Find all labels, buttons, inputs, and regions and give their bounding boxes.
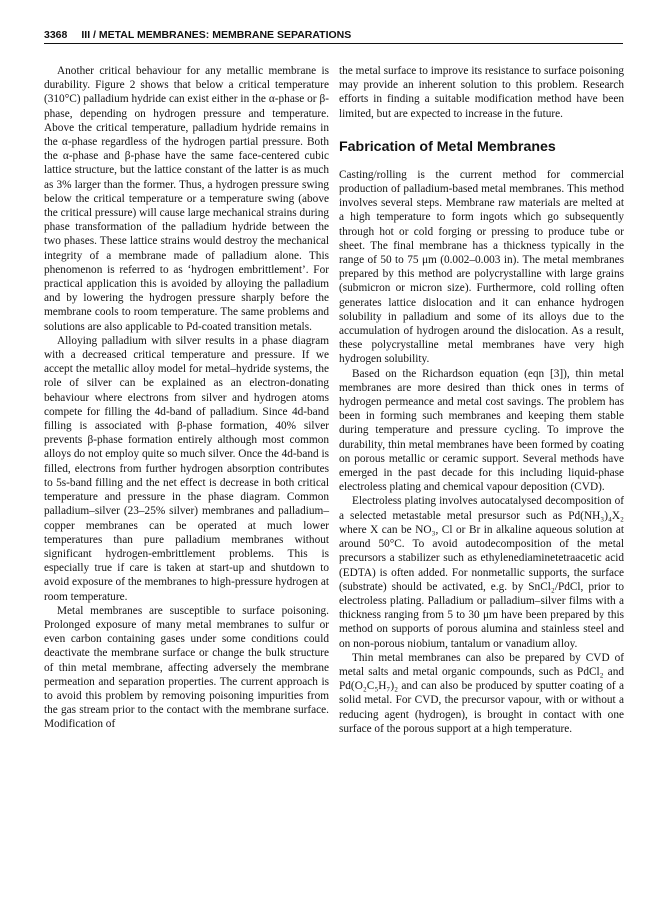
running-title: III / METAL MEMBRANES: MEMBRANE SEPARATIONS [81, 29, 352, 41]
paragraph-cvd: Thin metal membranes can also be prepared by CVD of metal salts and metal organic compounds, such as PdCl₂ and Pd(O₂C₅H₇)₂ and can also be produced by sputter coating of a solid metal. For CVD, the precursor vapour, with or without a reducing agent (hydrogen), is brought in contact with one surface of the porous support at a high temperature. [339, 651, 624, 735]
paragraph-poisoning: Metal membranes are susceptible to surface poisoning. Prolonged exposure of many metal membranes to sulfur or even carbon containing gases under some conditions could deactivate the membrane surface or change the bulk structure of thin metal membrane, affecting adversely the membrane permeation and separation properties. The current approach is to avoid this problem by removing poisoning impurities from the gas stream prior to the contact with the membrane surface. Modification of [44, 604, 329, 731]
paragraph-casting: Casting/rolling is the current method for commercial production of palladium-based metal membranes. This method involves several steps. Membrane raw materials are melted at a high temperature to form ingots which go subsequently through hot or cold forging or pressing to produce tube or sheet. The final membrane has a thickness typically in the range of 50 to 75 μm (0.002–0.003 in). The metal membranes prepared by this method are polycrystalline with large grains (submicron or micron size). Furthermore, cold rolling often generates lattice dislocation and it can enhance hydrogen solubility in palladium and some of its alloys due to the accumulation of hydrogen around the dislocation. As a result, these polycrystalline metal membranes have very high hydrogen solubility. [339, 168, 624, 366]
section-heading: Fabrication of Metal Membranes [339, 138, 556, 155]
paragraph-continuation: the metal surface to improve its resistance to surface poisoning may provide an inherent solution to this problem. Research efforts in finding a suitable modification method have been limited, but are expected to increase in the future. [339, 65, 624, 120]
page-number: 3368 [44, 29, 68, 41]
paragraph-richardson: Based on the Richardson equation (eqn [3]), thin metal membranes are more desired than thick ones in terms of hydrogen permeance and metal cost savings. The problem has been in forming such membranes and keeping them stable during temperature and pressure cycling. To improve the durability, thin metal membranes have been formed by coating on porous metallic or ceramic support. Several methods have emerged in the past decade for this including liquid-phase electroless plating and chemical vapour deposition (CVD). [339, 367, 624, 494]
paragraph-durability: Another critical behaviour for any metallic membrane is durability. Figure 2 shows that below a critical temperature (310°C) palladium hydride can exist either in the α-phase or β-phase, depending on hydrogen pressure and temperature. Above the critical temperature, palladium hydride remains in the α-phase regardless of the hydrogen partial pressure. Both the α-phase and β-phase have the same face-centered cubic lattice structure, but the lattice constant of the latter is as much as 3% larger than the former. Thus, a hydrogen pressure swing below the critical temperature or a temperature swing (above the critical pressure) will cause large mechanical strains during phase transformation of the palladium hydride between the two phases. These lattice strains would destroy the mechanical integrity of a membrane made of palladium alone. This phenomenon is referred to as ‘hydrogen embrittlement’. For practical application this is avoided by alloying the palladium and by lowering the hydrogen pressure sharply before the membrane cools to room temperature. The same problems and solutions are also applicable to Pd-coated transition metals. [44, 65, 329, 333]
left-column [44, 64, 329, 732]
header-rule [44, 43, 623, 44]
paragraph-electroless: Electroless plating involves autocatalysed decomposition of a selected metastable metal presursor such as Pd(NH₃)₄X₂ where X can be NO₃, Cl or Br in alkaline aqueous solution at around 50°C. To avoid autodecomposition of the metal precursors a stabilizer such as ethylenediaminetetraacetic acid (EDTA) is often added. For nonmetallic supports, the surface (substrate) should be activated, e.g. by SnCl₂/PdCl, prior to electroless plating. Palladium or palladium–silver films with a thickness ranging from 5 to 30 μm have been prepared by this method on supports of porous alumina and stainless steel and on non-porous niobium, tantalum or vanadium alloy. [339, 495, 624, 650]
running-header [44, 29, 622, 41]
paragraph-alloying: Alloying palladium with silver results in a phase diagram with a decreased critical temperature and pressure. If we accept the metallic alloy model for metal–hydride systems, the role of silver can be explained as an electron-donating behaviour where electrons from silver and hydrogen atoms compete for filling the 4d-band of palladium. Since 4d-band filling is associated with β-phase formation, 40% silver prevents β-phase formation entirely although most common alloys do not employ quite so much silver. Once the 4d-band is filled, electrons from further hydrogen absorption contributes to 5s-band filling and the net effect is decrease in both critical temperature and pressure in the phase diagram. Common palladium–silver (23–25% silver) membranes and palladium–copper membranes can be operated at much lower temperatures than pure palladium membranes without significant hydrogen-embrittlement problems. This is especially true if care is taken at start-up and shutdown to avoid exposure of the membranes to high-pressure hydrogen at room temperature. [44, 334, 329, 603]
right-column [339, 64, 624, 736]
